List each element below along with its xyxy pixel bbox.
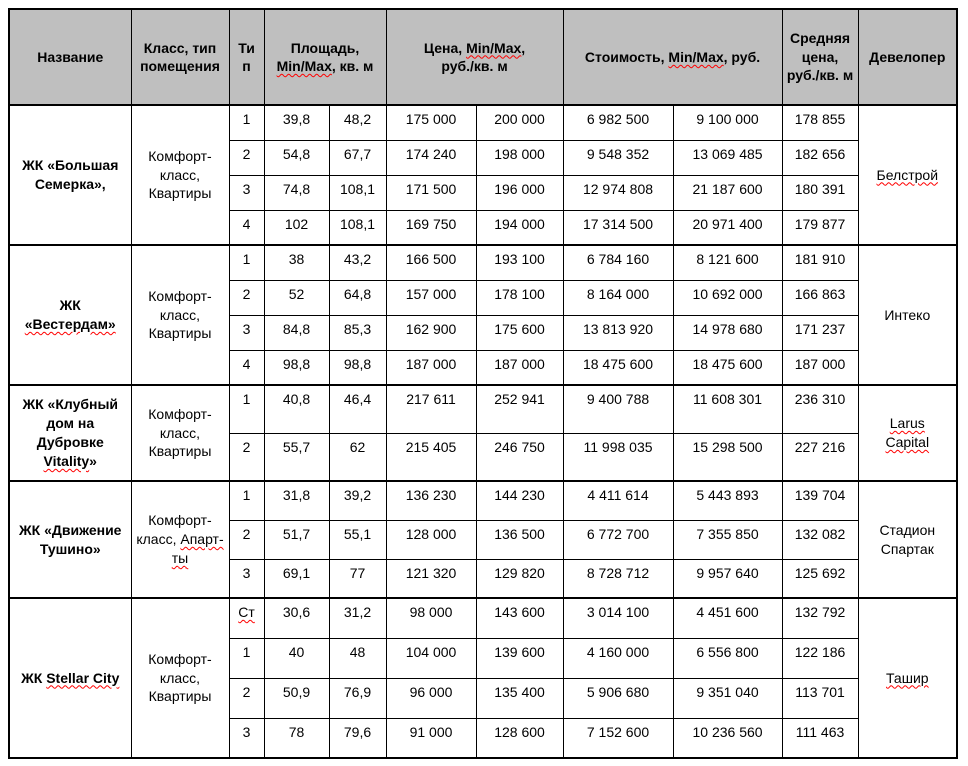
- table-row: [9, 481, 957, 520]
- cell-area-min: 78: [264, 718, 329, 758]
- table-row: [9, 598, 957, 638]
- text: 4: [242, 215, 251, 232]
- col-header-name: [9, 9, 131, 105]
- cell-type: [229, 245, 264, 280]
- cell-area-min: 69,1: [264, 559, 329, 598]
- header-label: Девелопер: [869, 48, 946, 65]
- cell-area-max: 39,2: [329, 481, 386, 520]
- cell-area-min: 50,9: [264, 678, 329, 718]
- cell-avg-price: 180 391: [782, 175, 858, 210]
- col-header-type: [229, 9, 264, 105]
- misspelled-text: Stellar City: [46, 669, 120, 686]
- cell-avg-price: 111 463: [782, 718, 858, 758]
- cell-cost-max: 7 355 850: [673, 520, 782, 559]
- cell-price-min: 169 750: [386, 210, 476, 245]
- cell-area-max: 98,8: [329, 350, 386, 385]
- cell-area-max: 55,1: [329, 520, 386, 559]
- cell-area-min: 30,6: [264, 598, 329, 638]
- text: Стадион Спартак: [879, 521, 936, 557]
- cell-cost-min: 8 164 000: [563, 280, 673, 315]
- col-header-avg-price: [782, 9, 858, 105]
- cell-area-max: 108,1: [329, 175, 386, 210]
- cell-cost-min: 6 772 700: [563, 520, 673, 559]
- header-label: , кв. м: [331, 58, 374, 74]
- text: 3: [242, 180, 251, 197]
- cell-cost-max: 18 475 600: [673, 350, 782, 385]
- cell-avg-price: 122 186: [782, 638, 858, 678]
- cell-cost-min: 8 728 712: [563, 559, 673, 598]
- col-header-class-type: [131, 9, 229, 105]
- text: Комфорт-класс, Квартиры: [148, 650, 212, 705]
- cell-developer: [858, 105, 957, 245]
- cell-area-min: 40: [264, 638, 329, 678]
- cell-price-max: 144 230: [476, 481, 563, 520]
- cell-avg-price: 139 704: [782, 481, 858, 520]
- cell-price-max: 194 000: [476, 210, 563, 245]
- cell-cost-min: 7 152 600: [563, 718, 673, 758]
- cell-type: [229, 385, 264, 433]
- real-estate-pricing-table: [8, 8, 958, 759]
- cell-price-min: 171 500: [386, 175, 476, 210]
- cell-cost-max: 6 556 800: [673, 638, 782, 678]
- header-label: Название: [37, 48, 104, 65]
- misspelled-text: Min/Max: [276, 58, 332, 74]
- cell-price-min: 187 000: [386, 350, 476, 385]
- cell-cost-max: 8 121 600: [673, 245, 782, 280]
- misspelled-text: Vitality: [43, 452, 90, 469]
- text: Комфорт-класс,: [136, 512, 212, 548]
- text: Комфорт-класс, Квартиры: [148, 405, 212, 460]
- text: ЖК: [21, 669, 47, 686]
- cell-avg-price: 182 656: [782, 140, 858, 175]
- cell-cost-max: 4 451 600: [673, 598, 782, 638]
- cell-price-min: 104 000: [386, 638, 476, 678]
- cell-price-max: 187 000: [476, 350, 563, 385]
- cell-cost-min: 4 160 000: [563, 638, 673, 678]
- cell-cost-max: 14 978 680: [673, 315, 782, 350]
- cell-price-min: 128 000: [386, 520, 476, 559]
- cell-cost-max: 9 351 040: [673, 678, 782, 718]
- col-header-cost: [563, 9, 782, 105]
- cell-avg-price: 166 863: [782, 280, 858, 315]
- text: 2: [242, 145, 251, 162]
- cell-price-max: 135 400: [476, 678, 563, 718]
- header-label: Тип: [238, 39, 255, 74]
- cell-price-max: 252 941: [476, 385, 563, 433]
- text: 2: [242, 438, 251, 455]
- cell-avg-price: 132 082: [782, 520, 858, 559]
- cell-area-min: 52: [264, 280, 329, 315]
- cell-cost-max: 11 608 301: [673, 385, 782, 433]
- header-label: Стоимость,: [584, 48, 669, 65]
- cell-avg-price: 113 701: [782, 678, 858, 718]
- cell-area-max: 48: [329, 638, 386, 678]
- cell-price-max: 200 000: [476, 105, 563, 140]
- cell-price-max: 178 100: [476, 280, 563, 315]
- cell-area-min: 102: [264, 210, 329, 245]
- text: 3: [242, 723, 251, 740]
- cell-developer: [858, 481, 957, 598]
- cell-area-min: 31,8: [264, 481, 329, 520]
- table-row: [9, 105, 957, 140]
- cell-complex-name: [9, 105, 131, 245]
- cell-area-max: 43,2: [329, 245, 386, 280]
- cell-cost-min: 5 906 680: [563, 678, 673, 718]
- text: 1: [242, 251, 251, 267]
- text: Комфорт-класс, Квартиры: [148, 147, 212, 202]
- cell-area-max: 46,4: [329, 385, 386, 433]
- cell-area-max: 85,3: [329, 315, 386, 350]
- cell-cost-min: 11 998 035: [563, 433, 673, 481]
- cell-type: [229, 638, 264, 678]
- misspelled-text: Белстрой: [876, 166, 939, 183]
- misspelled-text: Апарт-ты: [171, 531, 224, 566]
- cell-area-max: 108,1: [329, 210, 386, 245]
- cell-cost-min: 9 548 352: [563, 140, 673, 175]
- cell-area-max: 79,6: [329, 718, 386, 758]
- cell-type: [229, 520, 264, 559]
- cell-avg-price: 125 692: [782, 559, 858, 598]
- header-label: Средняя цена, руб./кв. м: [786, 30, 854, 84]
- text: »: [89, 452, 97, 469]
- cell-price-max: 196 000: [476, 175, 563, 210]
- cell-area-min: 55,7: [264, 433, 329, 481]
- cell-price-min: 174 240: [386, 140, 476, 175]
- cell-developer: [858, 245, 957, 385]
- cell-type: [229, 678, 264, 718]
- cell-cost-max: 21 187 600: [673, 175, 782, 210]
- cell-avg-price: 179 877: [782, 210, 858, 245]
- text: 2: [242, 683, 251, 700]
- text: 1: [242, 643, 251, 660]
- misspelled-text: Larus Capital: [885, 415, 930, 450]
- cell-cost-min: 13 813 920: [563, 315, 673, 350]
- cell-cost-min: 12 974 808: [563, 175, 673, 210]
- cell-price-max: 198 000: [476, 140, 563, 175]
- cell-price-max: 175 600: [476, 315, 563, 350]
- cell-cost-max: 10 692 000: [673, 280, 782, 315]
- header-label: Цена,: [423, 39, 467, 56]
- cell-cost-min: 3 014 100: [563, 598, 673, 638]
- misspelled-text: Ташир: [886, 669, 929, 686]
- cell-type: [229, 718, 264, 758]
- cell-price-max: 139 600: [476, 638, 563, 678]
- cell-area-max: 64,8: [329, 280, 386, 315]
- text: 1: [242, 391, 251, 407]
- cell-cost-min: 4 411 614: [563, 481, 673, 520]
- cell-complex-name: [9, 385, 131, 481]
- header-label: Площадь,: [290, 39, 360, 56]
- cell-avg-price: 187 000: [782, 350, 858, 385]
- header-label: Класс, тип помещения: [140, 39, 220, 74]
- cell-area-max: 31,2: [329, 598, 386, 638]
- cell-price-min: 175 000: [386, 105, 476, 140]
- cell-price-max: 129 820: [476, 559, 563, 598]
- cell-area-min: 84,8: [264, 315, 329, 350]
- text: 1: [242, 487, 251, 503]
- cell-cost-max: 13 069 485: [673, 140, 782, 175]
- cell-area-max: 62: [329, 433, 386, 481]
- table-body: [9, 105, 957, 758]
- text: Интеко: [884, 306, 931, 323]
- cell-type: [229, 559, 264, 598]
- cell-type: [229, 433, 264, 481]
- cell-area-max: 77: [329, 559, 386, 598]
- header-label: руб./кв. м: [441, 58, 508, 74]
- cell-area-min: 51,7: [264, 520, 329, 559]
- cell-area-min: 39,8: [264, 105, 329, 140]
- cell-developer: [858, 385, 957, 481]
- cell-type: [229, 598, 264, 638]
- cell-complex-name: [9, 481, 131, 598]
- cell-class-type: [131, 385, 229, 481]
- cell-price-min: 98 000: [386, 598, 476, 638]
- cell-price-max: 128 600: [476, 718, 563, 758]
- cell-class-type: [131, 481, 229, 598]
- cell-class-type: [131, 598, 229, 758]
- cell-price-min: 215 405: [386, 433, 476, 481]
- cell-cost-max: 20 971 400: [673, 210, 782, 245]
- table-header: [9, 9, 957, 105]
- cell-complex-name: [9, 245, 131, 385]
- misspelled-text: «Вестердам»: [24, 316, 116, 332]
- cell-cost-max: 5 443 893: [673, 481, 782, 520]
- cell-cost-max: 9 957 640: [673, 559, 782, 598]
- misspelled-text: Min/Max: [466, 39, 522, 56]
- cell-price-max: 246 750: [476, 433, 563, 481]
- cell-type: [229, 481, 264, 520]
- cell-avg-price: 227 216: [782, 433, 858, 481]
- text: 2: [242, 525, 251, 542]
- cell-price-min: 157 000: [386, 280, 476, 315]
- cell-type: [229, 140, 264, 175]
- cell-cost-min: 17 314 500: [563, 210, 673, 245]
- cell-avg-price: 236 310: [782, 385, 858, 433]
- cell-cost-min: 9 400 788: [563, 385, 673, 433]
- cell-cost-min: 6 982 500: [563, 105, 673, 140]
- cell-class-type: [131, 105, 229, 245]
- misspelled-text: Ст: [238, 604, 255, 620]
- text: ЖК: [59, 297, 81, 314]
- cell-avg-price: 178 855: [782, 105, 858, 140]
- cell-cost-min: 6 784 160: [563, 245, 673, 280]
- cell-cost-max: 15 298 500: [673, 433, 782, 481]
- cell-type: [229, 210, 264, 245]
- cell-developer: [858, 598, 957, 758]
- text: 4: [242, 355, 251, 372]
- cell-area-min: 98,8: [264, 350, 329, 385]
- cell-price-min: 217 611: [386, 385, 476, 433]
- cell-price-min: 121 320: [386, 559, 476, 598]
- header-row: [9, 9, 957, 105]
- cell-area-max: 76,9: [329, 678, 386, 718]
- cell-price-min: 91 000: [386, 718, 476, 758]
- cell-type: [229, 175, 264, 210]
- cell-cost-max: 10 236 560: [673, 718, 782, 758]
- col-header-area: [264, 9, 386, 105]
- table-row: [9, 245, 957, 280]
- cell-class-type: [131, 245, 229, 385]
- cell-type: [229, 280, 264, 315]
- cell-price-max: 143 600: [476, 598, 563, 638]
- text: 3: [242, 564, 251, 581]
- cell-price-min: 162 900: [386, 315, 476, 350]
- cell-price-max: 193 100: [476, 245, 563, 280]
- cell-area-min: 54,8: [264, 140, 329, 175]
- col-header-price: [386, 9, 563, 105]
- cell-area-min: 74,8: [264, 175, 329, 210]
- cell-complex-name: [9, 598, 131, 758]
- cell-price-max: 136 500: [476, 520, 563, 559]
- header-label: , руб.: [723, 48, 761, 65]
- cell-cost-min: 18 475 600: [563, 350, 673, 385]
- text: 3: [242, 320, 251, 337]
- cell-area-min: 38: [264, 245, 329, 280]
- cell-type: [229, 350, 264, 385]
- cell-area-max: 67,7: [329, 140, 386, 175]
- text: ЖК «Большая Семерка»,: [22, 157, 119, 192]
- cell-price-min: 166 500: [386, 245, 476, 280]
- text: Комфорт-класс, Квартиры: [148, 287, 212, 342]
- cell-price-min: 136 230: [386, 481, 476, 520]
- header-label: ,: [521, 39, 526, 56]
- misspelled-text: Min/Max: [668, 48, 724, 65]
- cell-avg-price: 171 237: [782, 315, 858, 350]
- cell-avg-price: 181 910: [782, 245, 858, 280]
- col-header-developer: [858, 9, 957, 105]
- cell-type: [229, 105, 264, 140]
- text: 1: [242, 111, 251, 127]
- text: 2: [242, 285, 251, 302]
- cell-type: [229, 315, 264, 350]
- text: ЖК «Клубный дом на Дубровке: [22, 396, 119, 450]
- table-row: [9, 385, 957, 433]
- cell-area-min: 40,8: [264, 385, 329, 433]
- text: ЖК «Движение Тушино»: [19, 521, 122, 557]
- cell-area-max: 48,2: [329, 105, 386, 140]
- cell-price-min: 96 000: [386, 678, 476, 718]
- cell-cost-max: 9 100 000: [673, 105, 782, 140]
- cell-avg-price: 132 792: [782, 598, 858, 638]
